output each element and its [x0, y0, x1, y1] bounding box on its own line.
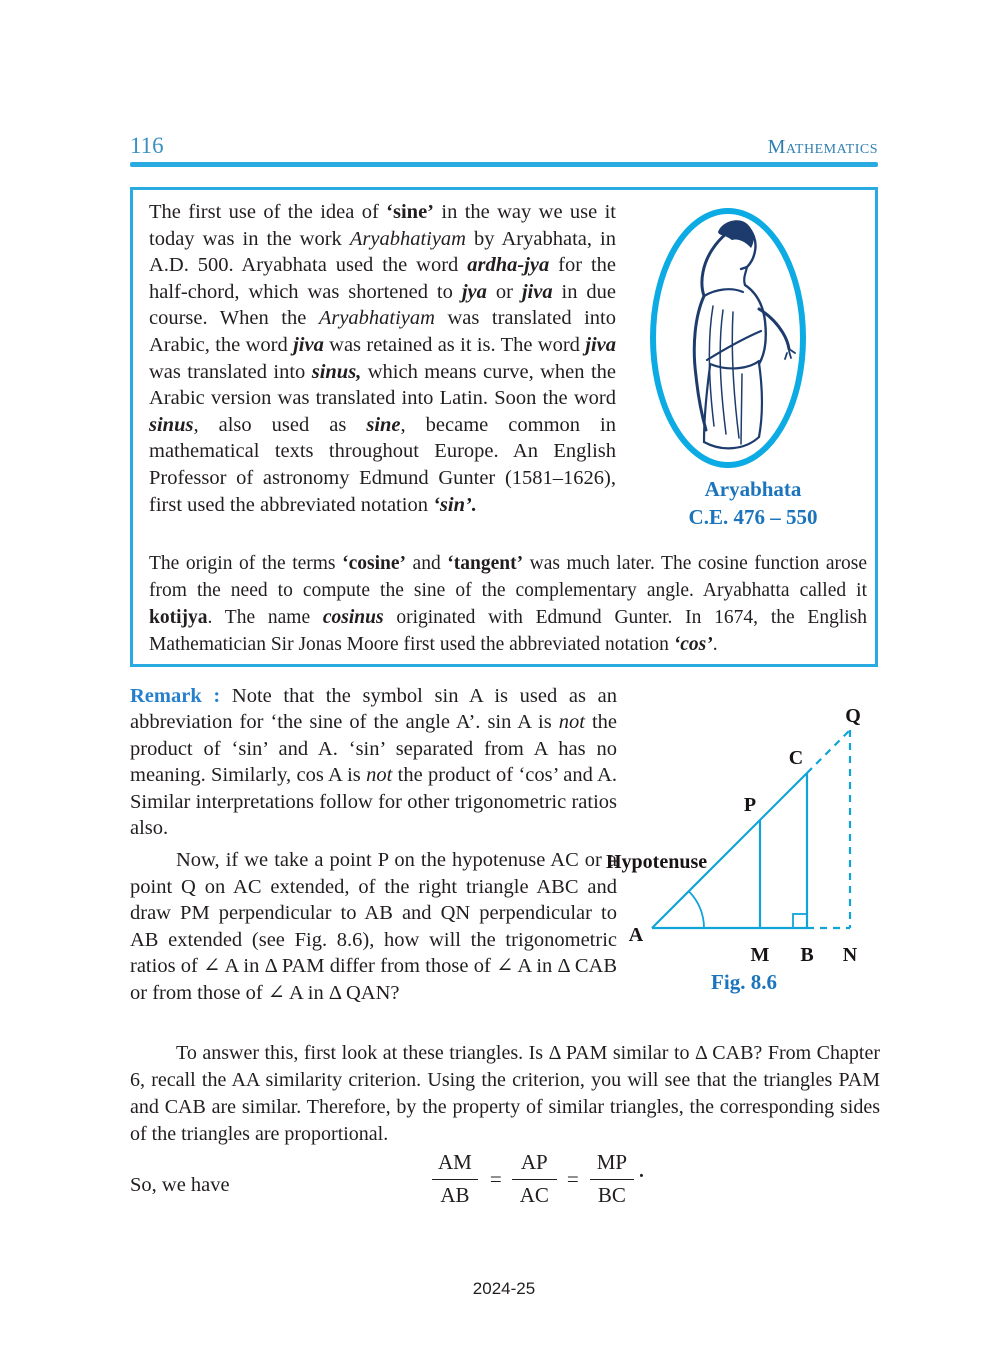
vertex-label-p: P — [743, 794, 757, 816]
paragraph-to-answer: To answer this, first look at these triangles. Is Δ PAM similar to Δ CAB? From Chapter 6, recall the AA similarity criterion. Using the criterion, you will see that the triangles PAM and CAB are similar. Therefore, by the property of similar triangles, the corresponding sides of the triangles are proportional. — [130, 1042, 880, 1145]
fraction-denominator: AC — [512, 1179, 557, 1208]
vertex-label-a: A — [628, 924, 644, 946]
vertex-label-c: C — [788, 747, 804, 769]
hypotenuse-label: Hypotenuse — [606, 851, 708, 873]
footer-year: 2024-25 — [472, 1279, 536, 1298]
history-paragraph-2: The origin of the terms ‘cosine’ and ‘tangent’ was much later. The cosine function arose from the need to compute the sine of the complementary angle. Aryabhatta called it kotijya. The name cosinus originated with Edmund Gunter. In 1674, the English Mathematician Sir Jonas Moore first used the abbreviated notation ‘cos’. — [149, 553, 867, 655]
portrait-oval-frame — [653, 211, 803, 465]
figure-8-6 — [606, 698, 882, 1003]
portrait-caption-years: C.E. 476 – 550 — [688, 505, 818, 529]
remark-paragraph — [130, 683, 617, 841]
fraction-numerator: MP — [596, 1150, 628, 1174]
history-box — [130, 187, 878, 667]
header-title: Mathematics — [767, 136, 878, 158]
equals-sign: = — [566, 1166, 579, 1191]
equation — [430, 1150, 646, 1208]
vertex-label-q: Q — [845, 705, 861, 727]
fraction-numerator: AM — [438, 1150, 472, 1174]
aryabhata-portrait-drawing — [646, 204, 810, 472]
fraction-numerator: AP — [520, 1150, 548, 1174]
dashed-extension-cq — [807, 730, 850, 773]
fraction-denominator: AB — [432, 1179, 477, 1208]
figure-svg — [606, 698, 882, 968]
fraction-denominator: BC — [590, 1179, 634, 1208]
page-number: 116 — [130, 133, 164, 158]
portrait-caption — [643, 475, 863, 531]
fraction-ap-ac — [512, 1150, 557, 1208]
equation-intro: So, we have — [130, 1174, 230, 1196]
aryabhata-portrait — [646, 204, 810, 472]
history-paragraph-1: The first use of the idea of ‘sine’ in the way we use it today was in the work Aryabhatiyam by Aryabhata, in A.D. 500. Aryabhata used the word ardha-jya for the half-chord, which was shortened to jya or jiva in due course. When the Aryabhatiyam was translated into Arabic, the word jiva was retained as it is. The word jiva was translated into sinus, which means curve, when the Arabic version was translated into Latin. Soon the word sinus, also used as sine, became common in mathematical texts throughout Europe. An English Professor of astronomy Edmund Gunter (1581–1626), first used the abbreviated notation ‘sin’. — [149, 201, 617, 516]
angle-arc-a — [689, 891, 704, 928]
portrait-caption-name: Aryabhata — [704, 477, 802, 501]
remark-text: Note that the symbol sin A is used as an abbreviation for ‘the sine of the angle A’. sin A is not the product of ‘sin’ and A. ‘sin’ separated from A has no meaning. Similarly, cos A is not the product of ‘cos’ and A. Similar interpretations follow for other trigonometric ratios also. — [130, 685, 618, 840]
vertex-label-m: M — [750, 944, 770, 966]
fraction-am-ab — [430, 1150, 480, 1208]
vertex-label-b: B — [800, 944, 814, 966]
equation-trailing-dot: · — [637, 1161, 646, 1190]
header-rule — [130, 162, 878, 167]
equals-sign: = — [489, 1166, 502, 1191]
fraction-mp-bc — [589, 1150, 635, 1208]
figure-caption: Fig. 8.6 — [711, 970, 777, 994]
vertex-label-n: N — [842, 944, 858, 966]
right-angle-mark — [793, 914, 807, 928]
paragraph-now: Now, if we take a point P on the hypotenuse AC or a point Q on AC extended, of the right triangle ABC and draw PM perpendicular to AB and QN perpendicular to AB extended (see Fig. 8.6), how will the trigonometric ratios of ∠ A in Δ PAM differ from those of ∠ A in Δ CAB or from those of ∠ A in Δ QAN? — [130, 849, 617, 1004]
remark-label: Remark : — [130, 685, 232, 707]
